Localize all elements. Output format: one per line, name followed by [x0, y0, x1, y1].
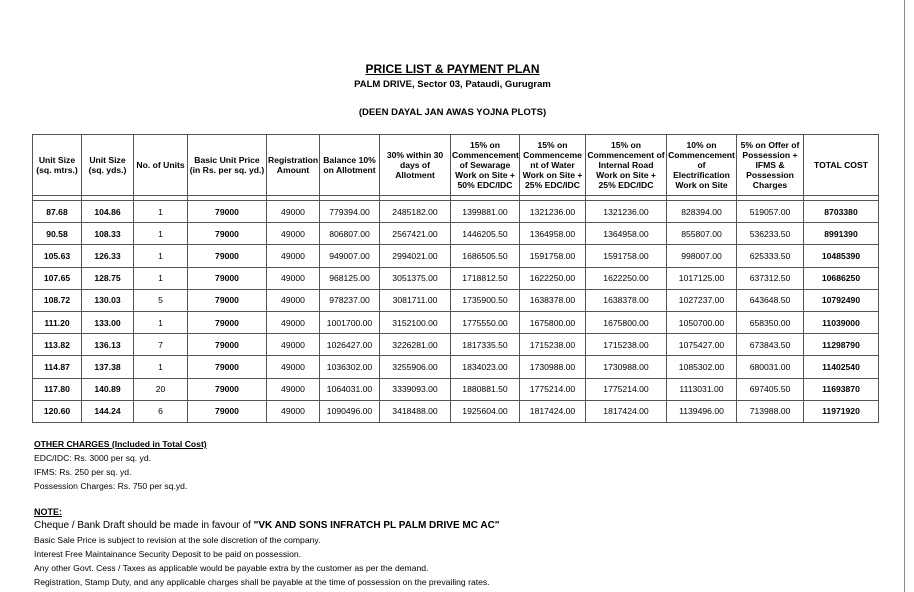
table-cell: 680031.00	[737, 356, 804, 378]
price-table	[32, 134, 879, 423]
table-cell: 806807.00	[320, 223, 380, 245]
project-subtitle: PALM DRIVE, Sector 03, Pataudi, Gurugram	[354, 79, 551, 90]
column-header: 5% on Offer of Possession + IFMS & Possession Charges	[737, 135, 804, 196]
table-cell: 8703380	[804, 201, 879, 223]
table-cell: 519057.00	[737, 201, 804, 223]
table-cell: 128.75	[82, 267, 134, 289]
column-header: 15% on Commencement of Sewarage Work on Site + 50% EDC/IDC	[451, 135, 520, 196]
column-header: Basic Unit Price (in Rs. per sq. yd.)	[188, 135, 267, 196]
table-cell: 1775214.00	[586, 378, 667, 400]
table-cell: 3226281.00	[380, 334, 451, 356]
table-cell: 643648.50	[737, 289, 804, 311]
table-cell: 779394.00	[320, 201, 380, 223]
table-cell: 49000	[267, 289, 320, 311]
other-charges-section	[34, 437, 207, 493]
table-cell: 133.00	[82, 311, 134, 333]
table-cell: 108.72	[33, 289, 82, 311]
table-row	[33, 267, 879, 289]
table-cell: 49000	[267, 400, 320, 422]
note-cheque	[34, 519, 894, 533]
note-cheque-prefix: Cheque / Bank Draft should be made in favour of	[34, 520, 254, 531]
table-cell: 1591758.00	[586, 245, 667, 267]
table-cell: 79000	[188, 334, 267, 356]
table-cell: 658350.00	[737, 311, 804, 333]
table-cell: 137.38	[82, 356, 134, 378]
table-cell: 1321236.00	[586, 201, 667, 223]
table-cell: 79000	[188, 223, 267, 245]
table-cell: 1880881.50	[451, 378, 520, 400]
table-cell: 1027237.00	[667, 289, 737, 311]
table-row	[33, 378, 879, 400]
table-cell: 1364958.00	[520, 223, 586, 245]
table-cell: 1090496.00	[320, 400, 380, 422]
charge-item-possession: Possession Charges: Rs. 750 per sq.yd.	[34, 481, 188, 491]
note-item-registration: Registration, Stamp Duty, and any applicable charges shall be payable at the time of possession on the prevailing rates.	[34, 577, 490, 587]
column-header: Registration Amount	[267, 135, 320, 196]
table-cell: 1675800.00	[586, 311, 667, 333]
table-cell: 1775550.00	[451, 311, 520, 333]
column-header: 15% on Commencement of Internal Road Work on Site + 25% EDC/IDC	[586, 135, 667, 196]
table-cell: 1	[134, 223, 188, 245]
table-cell: 998007.00	[667, 245, 737, 267]
table-cell: 79000	[188, 245, 267, 267]
table-cell: 3152100.00	[380, 311, 451, 333]
table-cell: 1817424.00	[520, 400, 586, 422]
table-cell: 1638378.00	[586, 289, 667, 311]
table-cell: 117.80	[33, 378, 82, 400]
note-item-deposit: Interest Free Maintainance Security Deposit to be paid on possession.	[34, 549, 302, 559]
table-cell: 1064031.00	[320, 378, 380, 400]
column-header: Unit Size (sq. yds.)	[82, 135, 134, 196]
table-cell: 2485182.00	[380, 201, 451, 223]
charge-item-edc: EDC/IDC: Rs. 3000 per sq. yd.	[34, 453, 152, 463]
table-cell: 111.20	[33, 311, 82, 333]
column-header: 10% on Commencement of Electrification Work on Site	[667, 135, 737, 196]
table-cell: 1675800.00	[520, 311, 586, 333]
table-cell: 1718812.50	[451, 267, 520, 289]
table-cell: 536233.50	[737, 223, 804, 245]
table-cell: 11693870	[804, 378, 879, 400]
table-cell: 7	[134, 334, 188, 356]
table-cell: 105.63	[33, 245, 82, 267]
table-cell: 114.87	[33, 356, 82, 378]
table-cell: 2994021.00	[380, 245, 451, 267]
column-header: Balance 10% on Allotment	[320, 135, 380, 196]
table-cell: 49000	[267, 267, 320, 289]
table-header-row	[33, 135, 879, 196]
table-cell: 108.33	[82, 223, 134, 245]
column-header: TOTAL COST	[804, 135, 879, 196]
table-cell: 3255906.00	[380, 356, 451, 378]
charge-item-ifms: IFMS: Rs. 250 per sq. yd.	[34, 467, 132, 477]
page-title: PRICE LIST & PAYMENT PLAN	[365, 62, 540, 76]
table-cell: 11298790	[804, 334, 879, 356]
table-cell: 1925604.00	[451, 400, 520, 422]
table-cell: 144.24	[82, 400, 134, 422]
column-header: 15% on Commenceme nt of Water Work on Site + 25% EDC/IDC	[520, 135, 586, 196]
table-cell: 1	[134, 245, 188, 267]
table-cell: 1026427.00	[320, 334, 380, 356]
table-cell: 1036302.00	[320, 356, 380, 378]
table-cell: 79000	[188, 201, 267, 223]
table-cell: 713988.00	[737, 400, 804, 422]
table-cell: 3051375.00	[380, 267, 451, 289]
table-cell: 1686505.50	[451, 245, 520, 267]
table-cell: 10792490	[804, 289, 879, 311]
table-cell: 1050700.00	[667, 311, 737, 333]
column-header: Unit Size (sq. mtrs.)	[33, 135, 82, 196]
table-cell: 10485390	[804, 245, 879, 267]
table-cell: 1834023.00	[451, 356, 520, 378]
other-charges-heading: OTHER CHARGES (Included in Total Cost)	[34, 439, 207, 449]
table-cell: 1001700.00	[320, 311, 380, 333]
table-row	[33, 311, 879, 333]
table-cell: 49000	[267, 378, 320, 400]
table-cell: 87.68	[33, 201, 82, 223]
table-cell: 637312.50	[737, 267, 804, 289]
table-cell: 1622250.00	[520, 267, 586, 289]
table-cell: 855807.00	[667, 223, 737, 245]
table-cell: 3081711.00	[380, 289, 451, 311]
table-cell: 949007.00	[320, 245, 380, 267]
note-item-taxes: Any other Govt. Cess / Taxes as applicable would be payable extra by the customer as per the demand.	[34, 563, 429, 573]
table-row	[33, 334, 879, 356]
table-cell: 2567421.00	[380, 223, 451, 245]
table-cell: 104.86	[82, 201, 134, 223]
note-item-price-revision: Basic Sale Price is subject to revision at the sole discretion of the company.	[34, 535, 321, 545]
table-cell: 1730988.00	[520, 356, 586, 378]
table-cell: 49000	[267, 356, 320, 378]
table-row	[33, 400, 879, 422]
notes-heading: NOTE:	[34, 507, 62, 517]
table-cell: 136.13	[82, 334, 134, 356]
table-cell: 1446205.50	[451, 223, 520, 245]
table-row	[33, 245, 879, 267]
notes-section	[34, 505, 894, 589]
table-cell: 1735900.50	[451, 289, 520, 311]
table-cell: 1591758.00	[520, 245, 586, 267]
table-cell: 79000	[188, 311, 267, 333]
column-header: No. of Units	[134, 135, 188, 196]
column-header: 30% within 30 days of Allotment	[380, 135, 451, 196]
table-body	[33, 201, 879, 423]
table-cell: 49000	[267, 311, 320, 333]
table-cell: 1715238.00	[586, 334, 667, 356]
table-row	[33, 356, 879, 378]
table-cell: 1	[134, 311, 188, 333]
table-row	[33, 223, 879, 245]
table-cell: 978237.00	[320, 289, 380, 311]
table-cell: 968125.00	[320, 267, 380, 289]
table-cell: 625333.50	[737, 245, 804, 267]
table-cell: 1730988.00	[586, 356, 667, 378]
table-cell: 6	[134, 400, 188, 422]
table-cell: 11971920	[804, 400, 879, 422]
table-cell: 697405.50	[737, 378, 804, 400]
table-cell: 11402540	[804, 356, 879, 378]
table-cell: 5	[134, 289, 188, 311]
note-cheque-payee: "VK AND SONS INFRATCH PL PALM DRIVE MC AC"	[253, 520, 500, 531]
table-cell: 1399881.00	[451, 201, 520, 223]
table-cell: 1817335.50	[451, 334, 520, 356]
table-cell: 126.33	[82, 245, 134, 267]
table-cell: 8991390	[804, 223, 879, 245]
table-cell: 79000	[188, 289, 267, 311]
table-row	[33, 289, 879, 311]
table-cell: 11039000	[804, 311, 879, 333]
table-cell: 113.82	[33, 334, 82, 356]
table-cell: 1	[134, 267, 188, 289]
table-cell: 1085302.00	[667, 356, 737, 378]
table-cell: 3418488.00	[380, 400, 451, 422]
table-cell: 20	[134, 378, 188, 400]
table-cell: 49000	[267, 201, 320, 223]
table-cell: 1775214.00	[520, 378, 586, 400]
table-cell: 79000	[188, 378, 267, 400]
table-cell: 1	[134, 201, 188, 223]
table-cell: 49000	[267, 334, 320, 356]
table-cell: 79000	[188, 356, 267, 378]
table-cell: 1364958.00	[586, 223, 667, 245]
table-cell: 1321236.00	[520, 201, 586, 223]
table-cell: 1715238.00	[520, 334, 586, 356]
table-row	[33, 201, 879, 223]
table-cell: 130.03	[82, 289, 134, 311]
table-cell: 1638378.00	[520, 289, 586, 311]
table-cell: 1139496.00	[667, 400, 737, 422]
table-cell: 1113031.00	[667, 378, 737, 400]
table-cell: 140.89	[82, 378, 134, 400]
table-cell: 1	[134, 356, 188, 378]
table-cell: 1017125.00	[667, 267, 737, 289]
table-cell: 90.58	[33, 223, 82, 245]
table-cell: 120.60	[33, 400, 82, 422]
table-cell: 3339093.00	[380, 378, 451, 400]
table-cell: 49000	[267, 223, 320, 245]
table-cell: 1075427.00	[667, 334, 737, 356]
table-cell: 49000	[267, 245, 320, 267]
table-cell: 1622250.00	[586, 267, 667, 289]
table-cell: 828394.00	[667, 201, 737, 223]
table-cell: 79000	[188, 267, 267, 289]
table-cell: 79000	[188, 400, 267, 422]
table-cell: 1817424.00	[586, 400, 667, 422]
scheme-name: (DEEN DAYAL JAN AWAS YOJNA PLOTS)	[358, 107, 547, 118]
table-cell: 10686250	[804, 267, 879, 289]
table-cell: 107.65	[33, 267, 82, 289]
table-cell: 673843.50	[737, 334, 804, 356]
